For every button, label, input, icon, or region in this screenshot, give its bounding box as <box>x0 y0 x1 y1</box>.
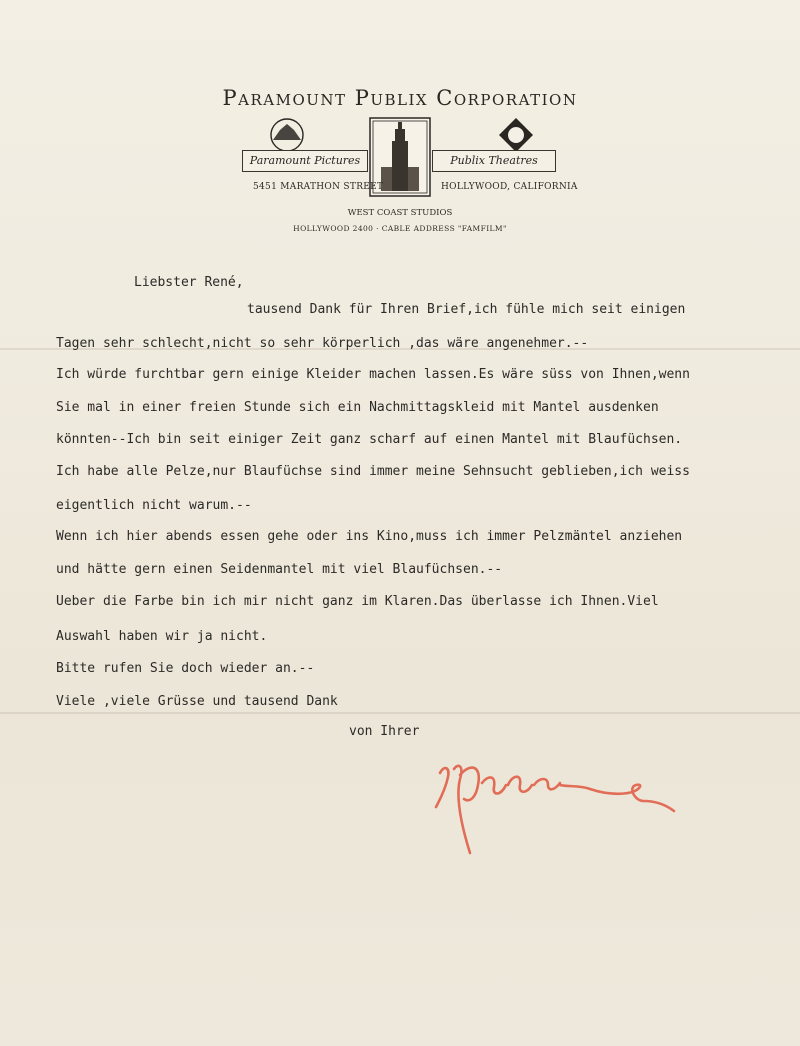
closing: von Ihrer <box>349 724 420 739</box>
letter-line: Ich habe alle Pelze,nur Blaufüchse sind immer meine Sehnsucht geblieben,ich weiss <box>56 464 690 479</box>
letter-line: und hätte gern einen Seidenmantel mit viel Blaufüchsen.-- <box>56 562 503 577</box>
handwritten-signature <box>430 745 680 860</box>
letter-line: eigentlich nicht warum.-- <box>56 498 252 513</box>
letter-line: Bitte rufen Sie doch wieder an.-- <box>56 661 315 676</box>
salutation: Liebster René, <box>134 275 244 290</box>
studios-label: WEST COAST STUDIOS <box>347 208 453 218</box>
letter-line: Wenn ich hier abends essen gehe oder ins Kino,muss ich immer Pelzmäntel anziehen <box>56 529 683 544</box>
cable-address: HOLLYWOOD 2400 · CABLE ADDRESS "FAMFILM" <box>293 224 507 233</box>
letter-line: Viele ,viele Grüsse und tausend Dank <box>56 694 338 709</box>
letter-line: Auswahl haben wir ja nicht. <box>56 629 268 644</box>
paper-fold <box>0 712 800 714</box>
city-address: HOLLYWOOD, CALIFORNIA <box>441 182 578 192</box>
publix-theatres-banner: Publix Theatres <box>432 150 556 172</box>
street-address: 5451 MARATHON STREET <box>253 182 384 192</box>
publix-theatres-logo-icon <box>497 116 535 154</box>
letter-line: Sie mal in einer freien Stunde sich ein Nachmittagskleid mit Mantel ausdenken <box>56 400 659 415</box>
letter-line: Ueber die Farbe bin ich mir nicht ganz im Klaren.Das überlasse ich Ihnen.Viel <box>56 594 659 609</box>
company-name: Paramount Publix Corporation <box>222 86 578 110</box>
letter-line: tausend Dank für Ihren Brief,ich fühle mich seit einigen <box>247 302 686 317</box>
letter-line: Tagen sehr schlecht,nicht so sehr körperlich ,das wäre angenehmer.-- <box>56 336 589 351</box>
paramount-pictures-logo-icon <box>268 116 306 154</box>
letter-line: Ich würde furchtbar gern einige Kleider machen lassen.Es wäre süss von Ihnen,wenn <box>56 367 690 382</box>
paramount-pictures-banner: Paramount Pictures <box>242 150 368 172</box>
letter-line: könnten--Ich bin seit einiger Zeit ganz scharf auf einen Mantel mit Blaufüchsen. <box>56 432 683 447</box>
